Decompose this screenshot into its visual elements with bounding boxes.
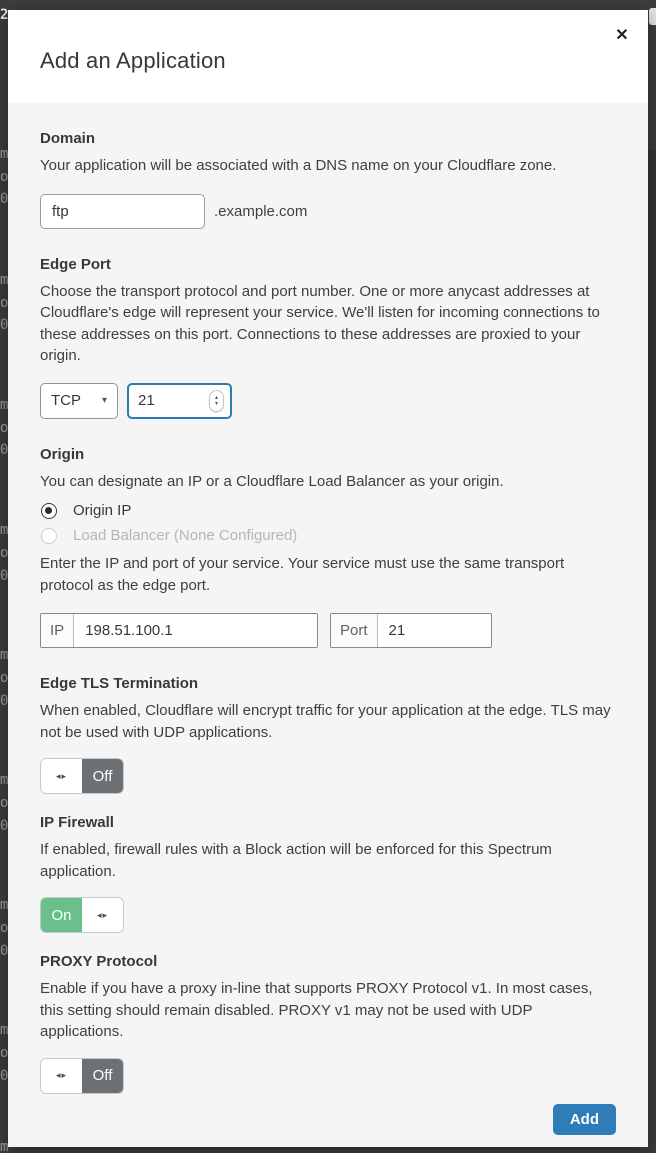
edge-port-row: [40, 383, 616, 419]
domain-suffix: .example.com: [214, 202, 308, 220]
edge-tls-toggle[interactable]: [40, 758, 124, 794]
chevron-down-icon: ▾: [101, 395, 107, 406]
origin-heading: Origin: [40, 445, 85, 463]
ip-firewall-heading: IP Firewall: [40, 814, 114, 831]
domain-heading: Domain: [40, 130, 96, 147]
add-button[interactable]: Add: [553, 1104, 616, 1135]
edge-port-heading: Edge Port: [40, 255, 111, 273]
background-text-fragment: o: [0, 170, 9, 184]
edge-port-description: Choose the transport protocol and port number. One or more anycast addresses at Cloudflare's edge will represent your service. We'll listen for incoming connections to these addresses on this port. Connections to these addresses are proxied to your origin.: [40, 282, 600, 364]
proxy-protocol-heading: PROXY Protocol: [40, 953, 158, 970]
background-window-fragment: [649, 8, 656, 25]
background-text-fragment: o: [0, 671, 9, 685]
background-text-fragment: m: [0, 648, 9, 662]
origin-description: You can designate an IP or a Cloudflare Load Balancer as your origin.: [40, 472, 504, 490]
domain-row: [40, 194, 616, 229]
background-text-fragment: 0: [0, 318, 9, 332]
proxy-protocol-toggle[interactable]: [40, 1058, 124, 1094]
background-text-fragment: 0: [0, 569, 9, 583]
background-text-fragment: m: [0, 523, 9, 537]
modal-body: [8, 130, 648, 1135]
background-text-fragment: 0: [0, 443, 9, 457]
origin-port-field-label: Port: [331, 614, 378, 647]
domain-description: Your application will be associated with a DNS name on your Cloudflare zone.: [40, 157, 557, 174]
add-application-modal: [8, 10, 648, 1147]
origin-ip-input[interactable]: [74, 614, 312, 647]
origin-ip-field-label: IP: [41, 614, 74, 647]
background-text-fragment: 0: [0, 1069, 9, 1083]
radio-disabled-icon: [41, 528, 57, 544]
background-text-fragment: m: [0, 773, 9, 787]
background-shade: [648, 150, 656, 520]
origin-ip-port-row: [40, 613, 616, 648]
background-text-fragment: o: [0, 296, 9, 310]
modal-header: [8, 10, 648, 103]
edge-tls-description: When enabled, Cloudflare will encrypt traffic for your application at the edge. TLS may not be used with UDP applications.: [40, 702, 611, 741]
origin-radio-group: [40, 498, 616, 548]
toggle-handle-icon: ◂▸: [41, 759, 82, 793]
edge-tls-heading: Edge TLS Termination: [40, 675, 199, 692]
load-balancer-radio: [40, 523, 616, 548]
proxy-protocol-toggle-state: Off: [82, 1059, 123, 1093]
background-text-fragment: 2: [0, 8, 9, 22]
ip-firewall-toggle[interactable]: [40, 897, 124, 933]
background-text-fragment: m: [0, 273, 9, 287]
origin-ip-radio-label: Origin IP: [73, 502, 132, 519]
edge-port-input[interactable]: [138, 392, 193, 409]
background-text-fragment: m: [0, 1023, 9, 1037]
close-icon[interactable]: ✕: [612, 26, 632, 46]
load-balancer-radio-label: Load Balancer (None Configured): [73, 527, 298, 544]
background-text-fragment: o: [0, 421, 9, 435]
domain-input[interactable]: [40, 194, 205, 229]
background-text-fragment: m: [0, 898, 9, 912]
background-text-fragment: 0: [0, 694, 9, 708]
ip-firewall-description: If enabled, firewall rules with a Block action will be enforced for this Spectrum application.: [40, 841, 552, 880]
ip-firewall-toggle-state: On: [41, 898, 82, 932]
background-text-fragment: o: [0, 921, 9, 935]
edge-port-field: [127, 383, 232, 419]
background-text-fragment: m: [0, 147, 9, 161]
toggle-handle-icon: ◂▸: [82, 898, 123, 932]
background-text-fragment: 0: [0, 944, 9, 958]
background-text-fragment: o: [0, 1046, 9, 1060]
origin-ip-field: [40, 613, 318, 648]
origin-port-field: [330, 613, 492, 648]
origin-port-input[interactable]: [378, 614, 488, 647]
background-text-fragment: o: [0, 546, 9, 560]
background-text-fragment: 0: [0, 192, 9, 206]
radio-selected-icon: [41, 503, 57, 519]
modal-footer: [40, 1104, 616, 1135]
background-text-fragment: o: [0, 796, 9, 810]
origin-ip-instructions: Enter the IP and port of your service. Your service must use the same transport protocol as the edge port.: [40, 555, 565, 594]
background-text-fragment: m: [0, 398, 9, 412]
protocol-select[interactable]: [40, 383, 118, 419]
proxy-protocol-description: Enable if you have a proxy in-line that supports PROXY Protocol v1. In most cases, this setting should remain disabled. PROXY v1 may not be used with UDP applications.: [40, 980, 593, 1040]
modal-title: Add an Application: [40, 48, 226, 73]
protocol-select-value: TCP: [51, 392, 81, 409]
background-text-fragment: 0: [0, 819, 9, 833]
background-text-fragment: m: [0, 1140, 9, 1153]
toggle-handle-icon: ◂▸: [41, 1059, 82, 1093]
edge-tls-toggle-state: Off: [82, 759, 123, 793]
origin-ip-radio[interactable]: [40, 498, 616, 523]
number-stepper-icon[interactable]: ▴ ▾: [209, 390, 224, 412]
